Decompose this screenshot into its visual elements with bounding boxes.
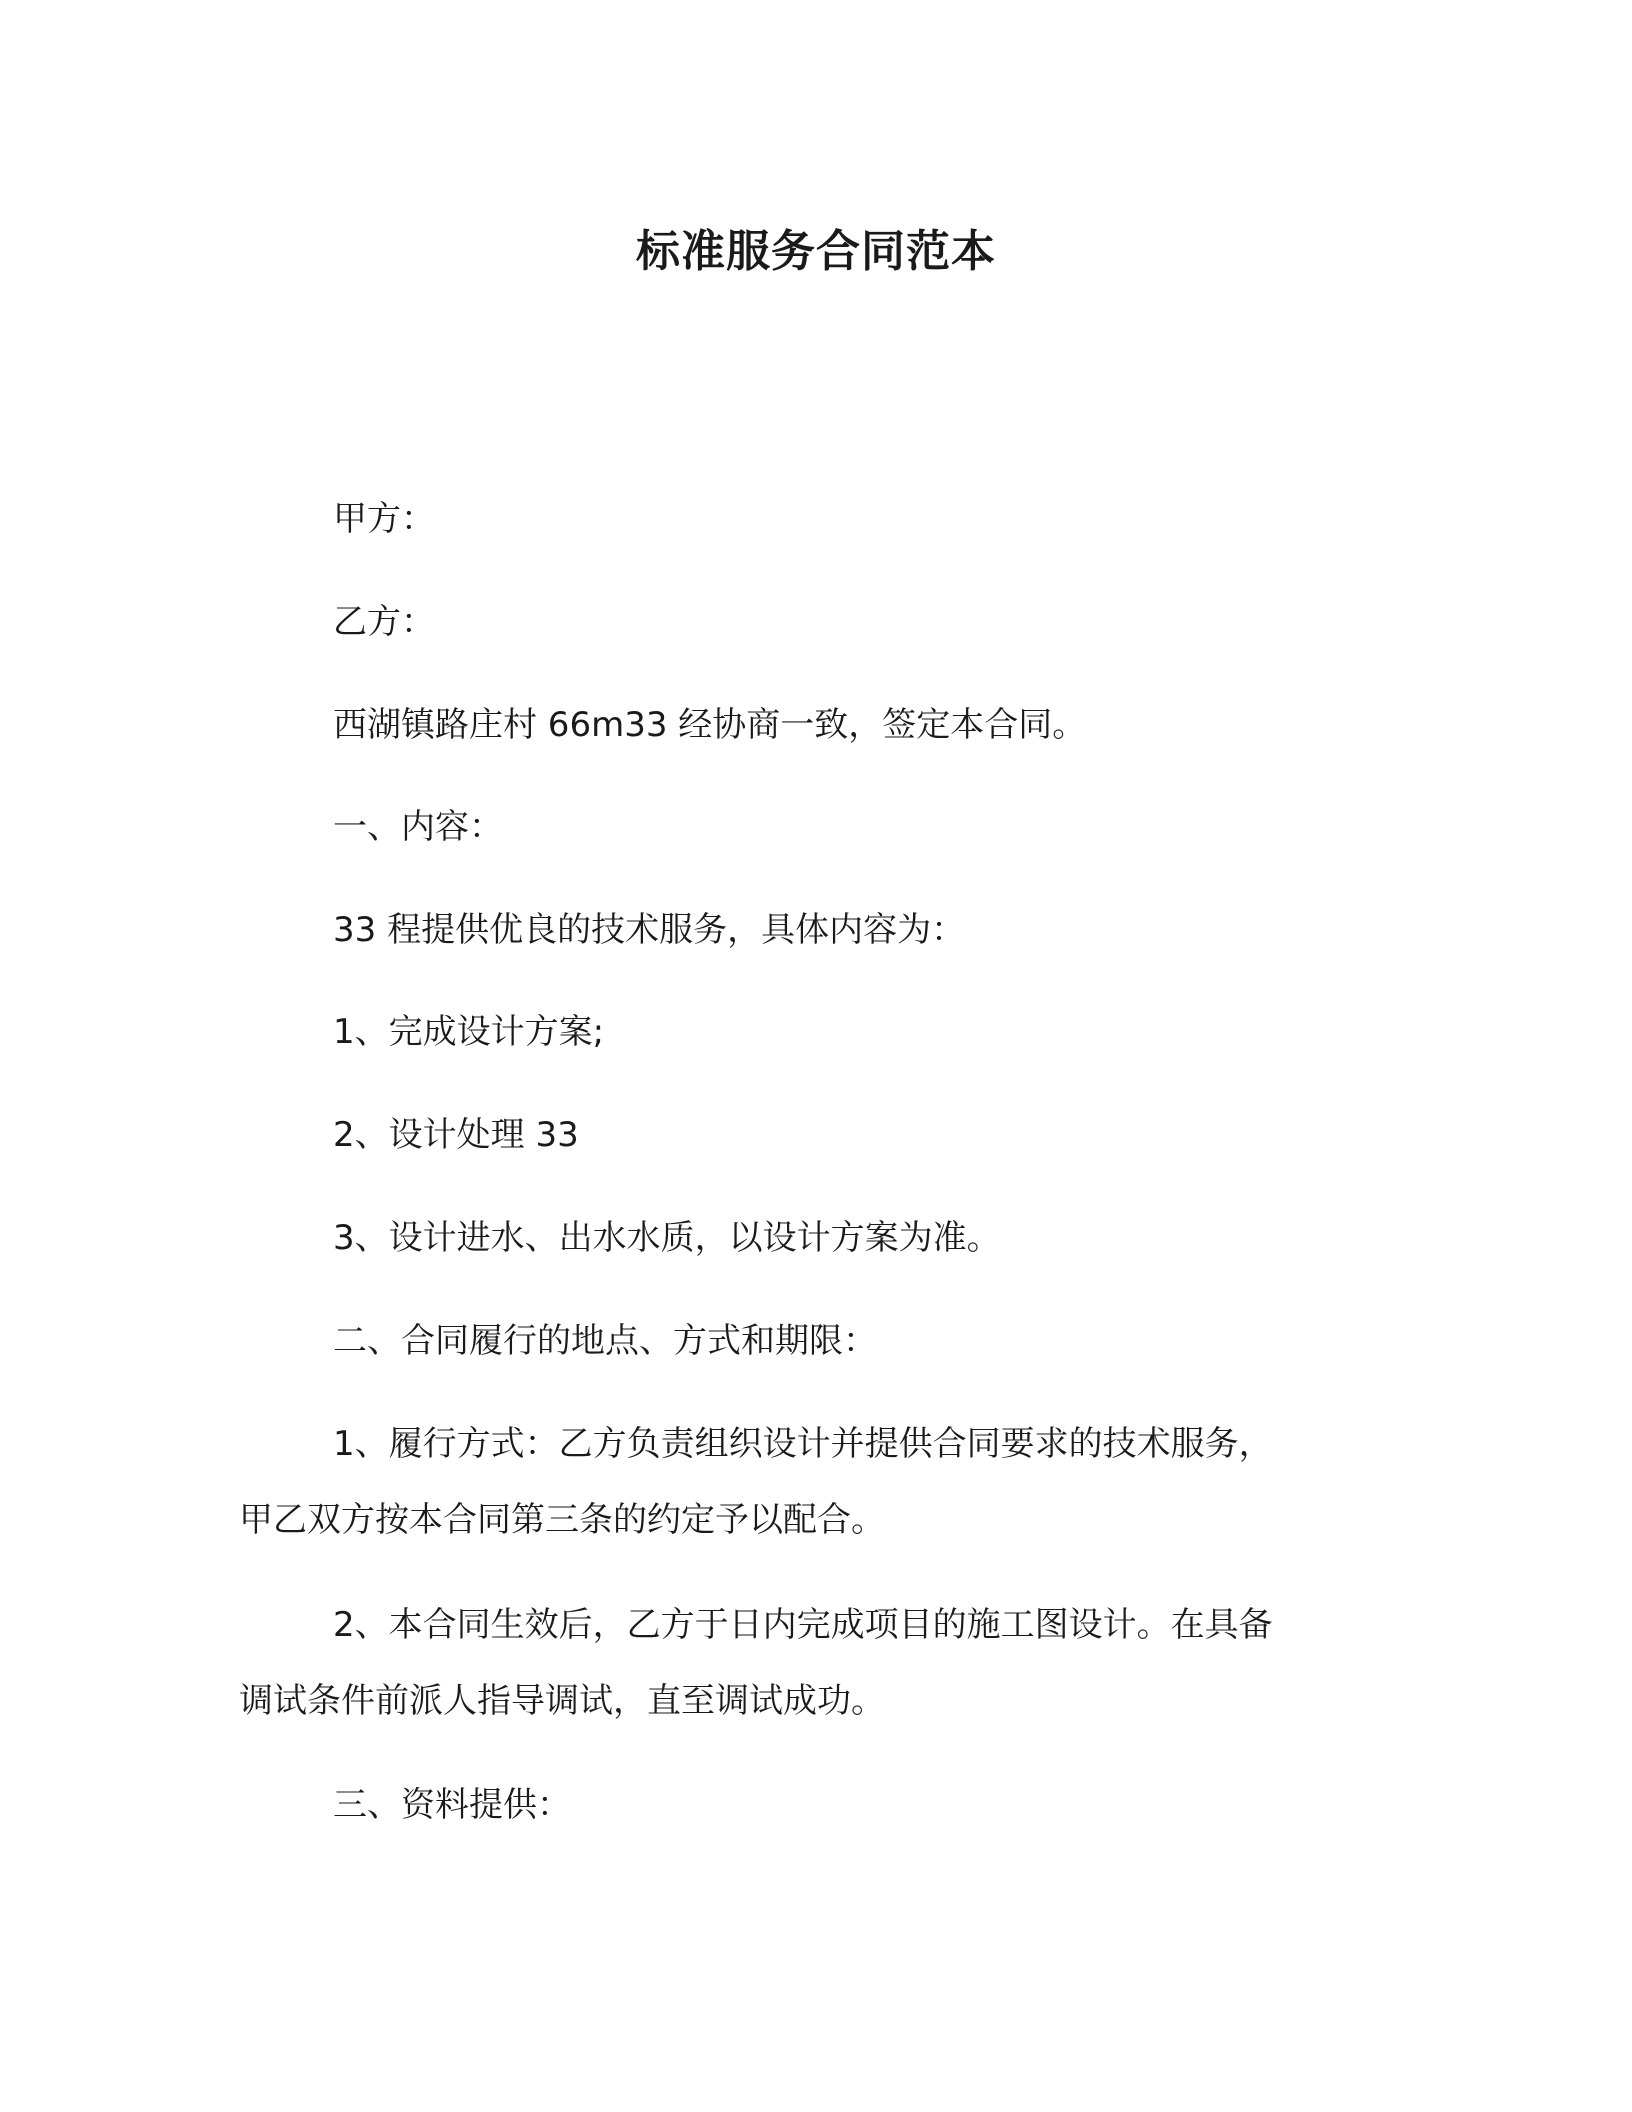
section-1-item: 2、设计处理 33 [333,1115,579,1155]
section-2-clause-2-line-1: 2、本合同生效后，乙方于日内完成项目的施工图设计。在具备 [333,1605,1273,1645]
section-1-heading: 一、内容： [333,807,503,847]
section-2-clause-2-line-2: 调试条件前派人指导调试，直至调试成功。 [239,1681,885,1721]
section-2-clause-1-line-2: 甲乙双方按本合同第三条的约定予以配合。 [239,1500,885,1540]
party-b-label: 乙方： [333,602,435,642]
party-a-label: 甲方： [333,499,435,539]
section-2-heading: 二、合同履行的地点、方式和期限： [333,1321,877,1361]
section-1-lead: 33 程提供优良的技术服务，具体内容为： [333,910,966,950]
section-1-item: 3、设计进水、出水水质，以设计方案为准。 [333,1218,1001,1258]
section-3-heading: 三、资料提供： [333,1785,571,1825]
section-1-item: 1、完成设计方案; [333,1012,605,1052]
section-2-clause-1-line-1: 1、履行方式：乙方负责组织设计并提供合同要求的技术服务， [333,1424,1273,1464]
document-title: 标准服务合同范本 [636,226,996,277]
intro-paragraph: 西湖镇路庄村 66m33 经协商一致，签定本合同。 [333,705,1087,745]
